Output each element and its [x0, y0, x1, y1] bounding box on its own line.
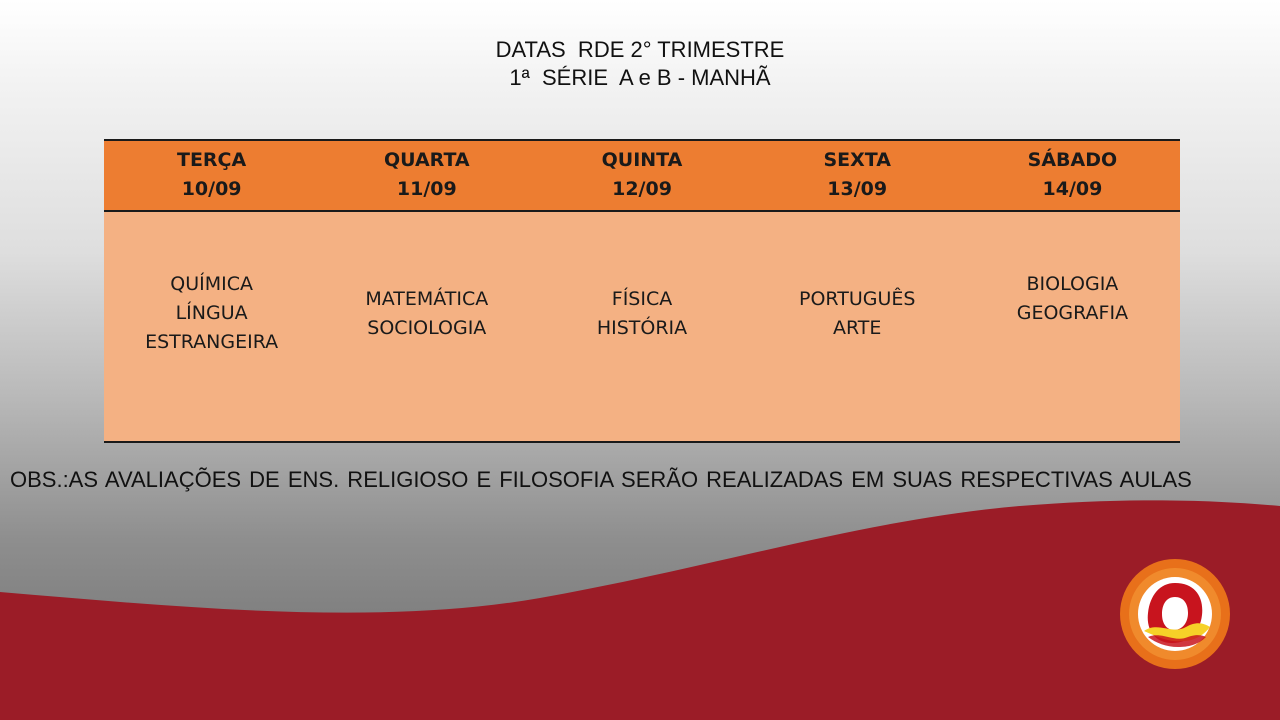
subjects-cell-sexta: [750, 212, 965, 441]
schedule-subjects-row: [104, 212, 1180, 441]
day-date: 11/09: [396, 178, 457, 200]
subjects-cell-quinta: [534, 212, 749, 441]
subject-item: BIOLOGIA: [1026, 273, 1119, 295]
day-name: SEXTA: [823, 149, 891, 171]
subject-item: ESTRANGEIRA: [145, 331, 279, 353]
day-name: TERÇA: [176, 149, 247, 171]
subject-item: SOCIOLOGIA: [367, 317, 487, 339]
day-header-quarta: [319, 141, 534, 210]
subject-item: ARTE: [832, 317, 882, 339]
observation-note: OBS.:AS AVALIAÇÕES DE ENS. RELIGIOSO E FILOSOFIA SERÃO REALIZADAS EM SUAS RESPECTIVAS AULAS: [10, 467, 1192, 492]
day-name: QUARTA: [383, 149, 470, 171]
day-name: QUINTA: [601, 149, 683, 171]
subject-item: QUÍMICA: [170, 273, 253, 295]
day-header-sexta: [750, 141, 965, 210]
day-date: 14/09: [1042, 178, 1103, 200]
page-title: [0, 36, 1280, 92]
subject-item: GEOGRAFIA: [1016, 302, 1129, 324]
day-date: 13/09: [827, 178, 888, 200]
day-header-quinta: [534, 141, 749, 210]
school-emblem-icon: [1118, 557, 1232, 671]
day-header-sabado: [965, 141, 1180, 210]
day-date: 10/09: [181, 178, 242, 200]
day-header-terca: [104, 141, 319, 210]
subjects-cell-sabado: [965, 212, 1180, 441]
schedule-table: [104, 139, 1180, 443]
subject-item: FÍSICA: [611, 288, 673, 310]
schedule-header-row: [104, 141, 1180, 212]
title-line-1: DATAS RDE 2° TRIMESTRE: [495, 37, 785, 62]
subjects-cell-quarta: [319, 212, 534, 441]
subjects-cell-terca: [104, 212, 319, 441]
subject-item: HISTÓRIA: [596, 317, 688, 339]
day-date: 12/09: [612, 178, 672, 200]
subject-item: PORTUGUÊS: [798, 288, 916, 310]
day-name: SÁBADO: [1027, 149, 1118, 171]
title-line-2: 1ª SÉRIE A e B - MANHÃ: [509, 65, 771, 90]
subject-item: MATEMÁTICA: [365, 288, 489, 310]
subject-item: LÍNGUA: [175, 302, 248, 324]
